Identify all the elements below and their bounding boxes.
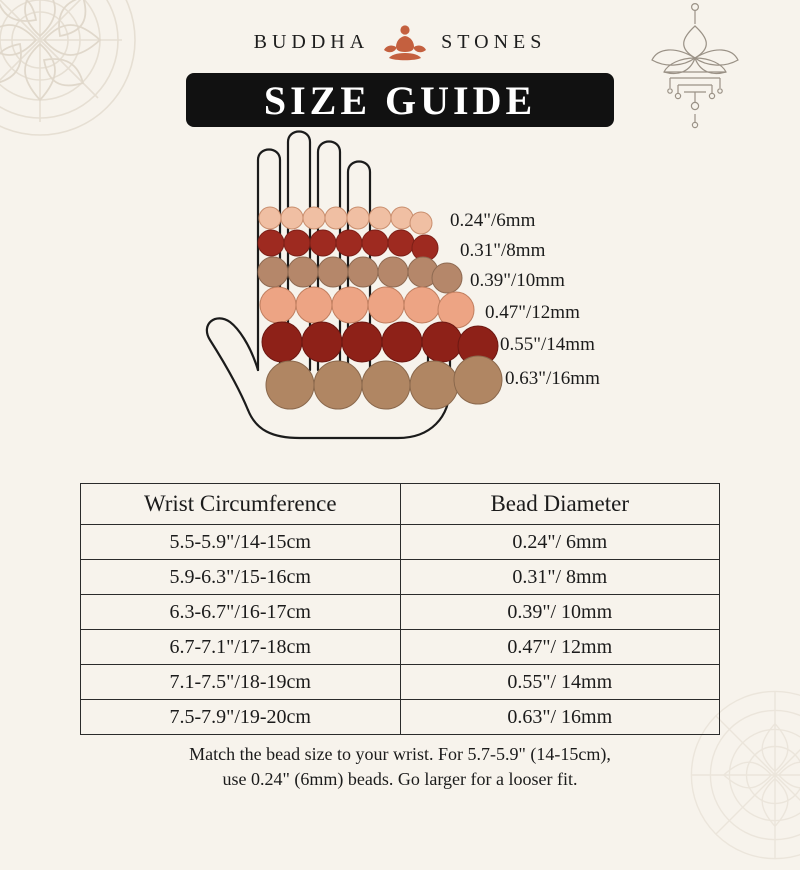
cell-bead: 0.39"/ 10mm	[400, 595, 720, 630]
bead-callout-16mm: 0.63"/16mm	[505, 368, 600, 390]
bracelet-row-16mm	[266, 356, 502, 409]
cell-wrist: 5.9-6.3"/15-16cm	[81, 560, 401, 595]
footer-note-line-1: Match the bead size to your wrist. For 5.7-5.9" (14-15cm),	[0, 742, 800, 767]
brand-word-left: BUDDHA	[254, 31, 370, 54]
cell-wrist: 7.1-7.5"/18-19cm	[81, 665, 401, 700]
bead-callout-14mm: 0.55"/14mm	[500, 334, 595, 356]
column-header-bead: Bead Diameter	[400, 484, 720, 525]
page-title-text: SIZE GUIDE	[264, 77, 536, 124]
bead-callout-6mm: 0.24"/6mm	[450, 210, 535, 232]
cell-bead: 0.47"/ 12mm	[400, 630, 720, 665]
table-row	[81, 630, 720, 665]
table-row	[81, 700, 720, 735]
cell-bead: 0.31"/ 8mm	[400, 560, 720, 595]
cell-bead: 0.55"/ 14mm	[400, 665, 720, 700]
bracelet-row-8mm	[258, 230, 438, 261]
bracelet-row-14mm	[262, 322, 498, 366]
lotus-meditation-icon	[383, 22, 427, 62]
hand-with-bracelets-icon	[0, 130, 800, 470]
cell-bead: 0.63"/ 16mm	[400, 700, 720, 735]
page-title	[186, 73, 614, 127]
bead-callout-10mm: 0.39"/10mm	[470, 270, 565, 292]
column-header-wrist: Wrist Circumference	[81, 484, 401, 525]
table-row	[81, 525, 720, 560]
cell-wrist: 5.5-5.9"/14-15cm	[81, 525, 401, 560]
cell-wrist: 6.3-6.7"/16-17cm	[81, 595, 401, 630]
table-row	[81, 560, 720, 595]
bead-callout-8mm: 0.31"/8mm	[460, 240, 545, 262]
footer-note	[0, 742, 800, 792]
table-row	[81, 665, 720, 700]
cell-wrist: 6.7-7.1"/17-18cm	[81, 630, 401, 665]
table-header-row	[81, 484, 720, 525]
cell-bead: 0.24"/ 6mm	[400, 525, 720, 560]
mandala-icon	[0, 0, 140, 140]
brand-header	[0, 22, 800, 62]
bead-callout-12mm: 0.47"/12mm	[485, 302, 580, 324]
table-row	[81, 595, 720, 630]
size-table	[80, 483, 720, 735]
bracelet-row-6mm	[259, 207, 432, 234]
brand-word-right: STONES	[441, 31, 546, 54]
footer-note-line-2: use 0.24" (6mm) beads. Go larger for a looser fit.	[0, 767, 800, 792]
cell-wrist: 7.5-7.9"/19-20cm	[81, 700, 401, 735]
